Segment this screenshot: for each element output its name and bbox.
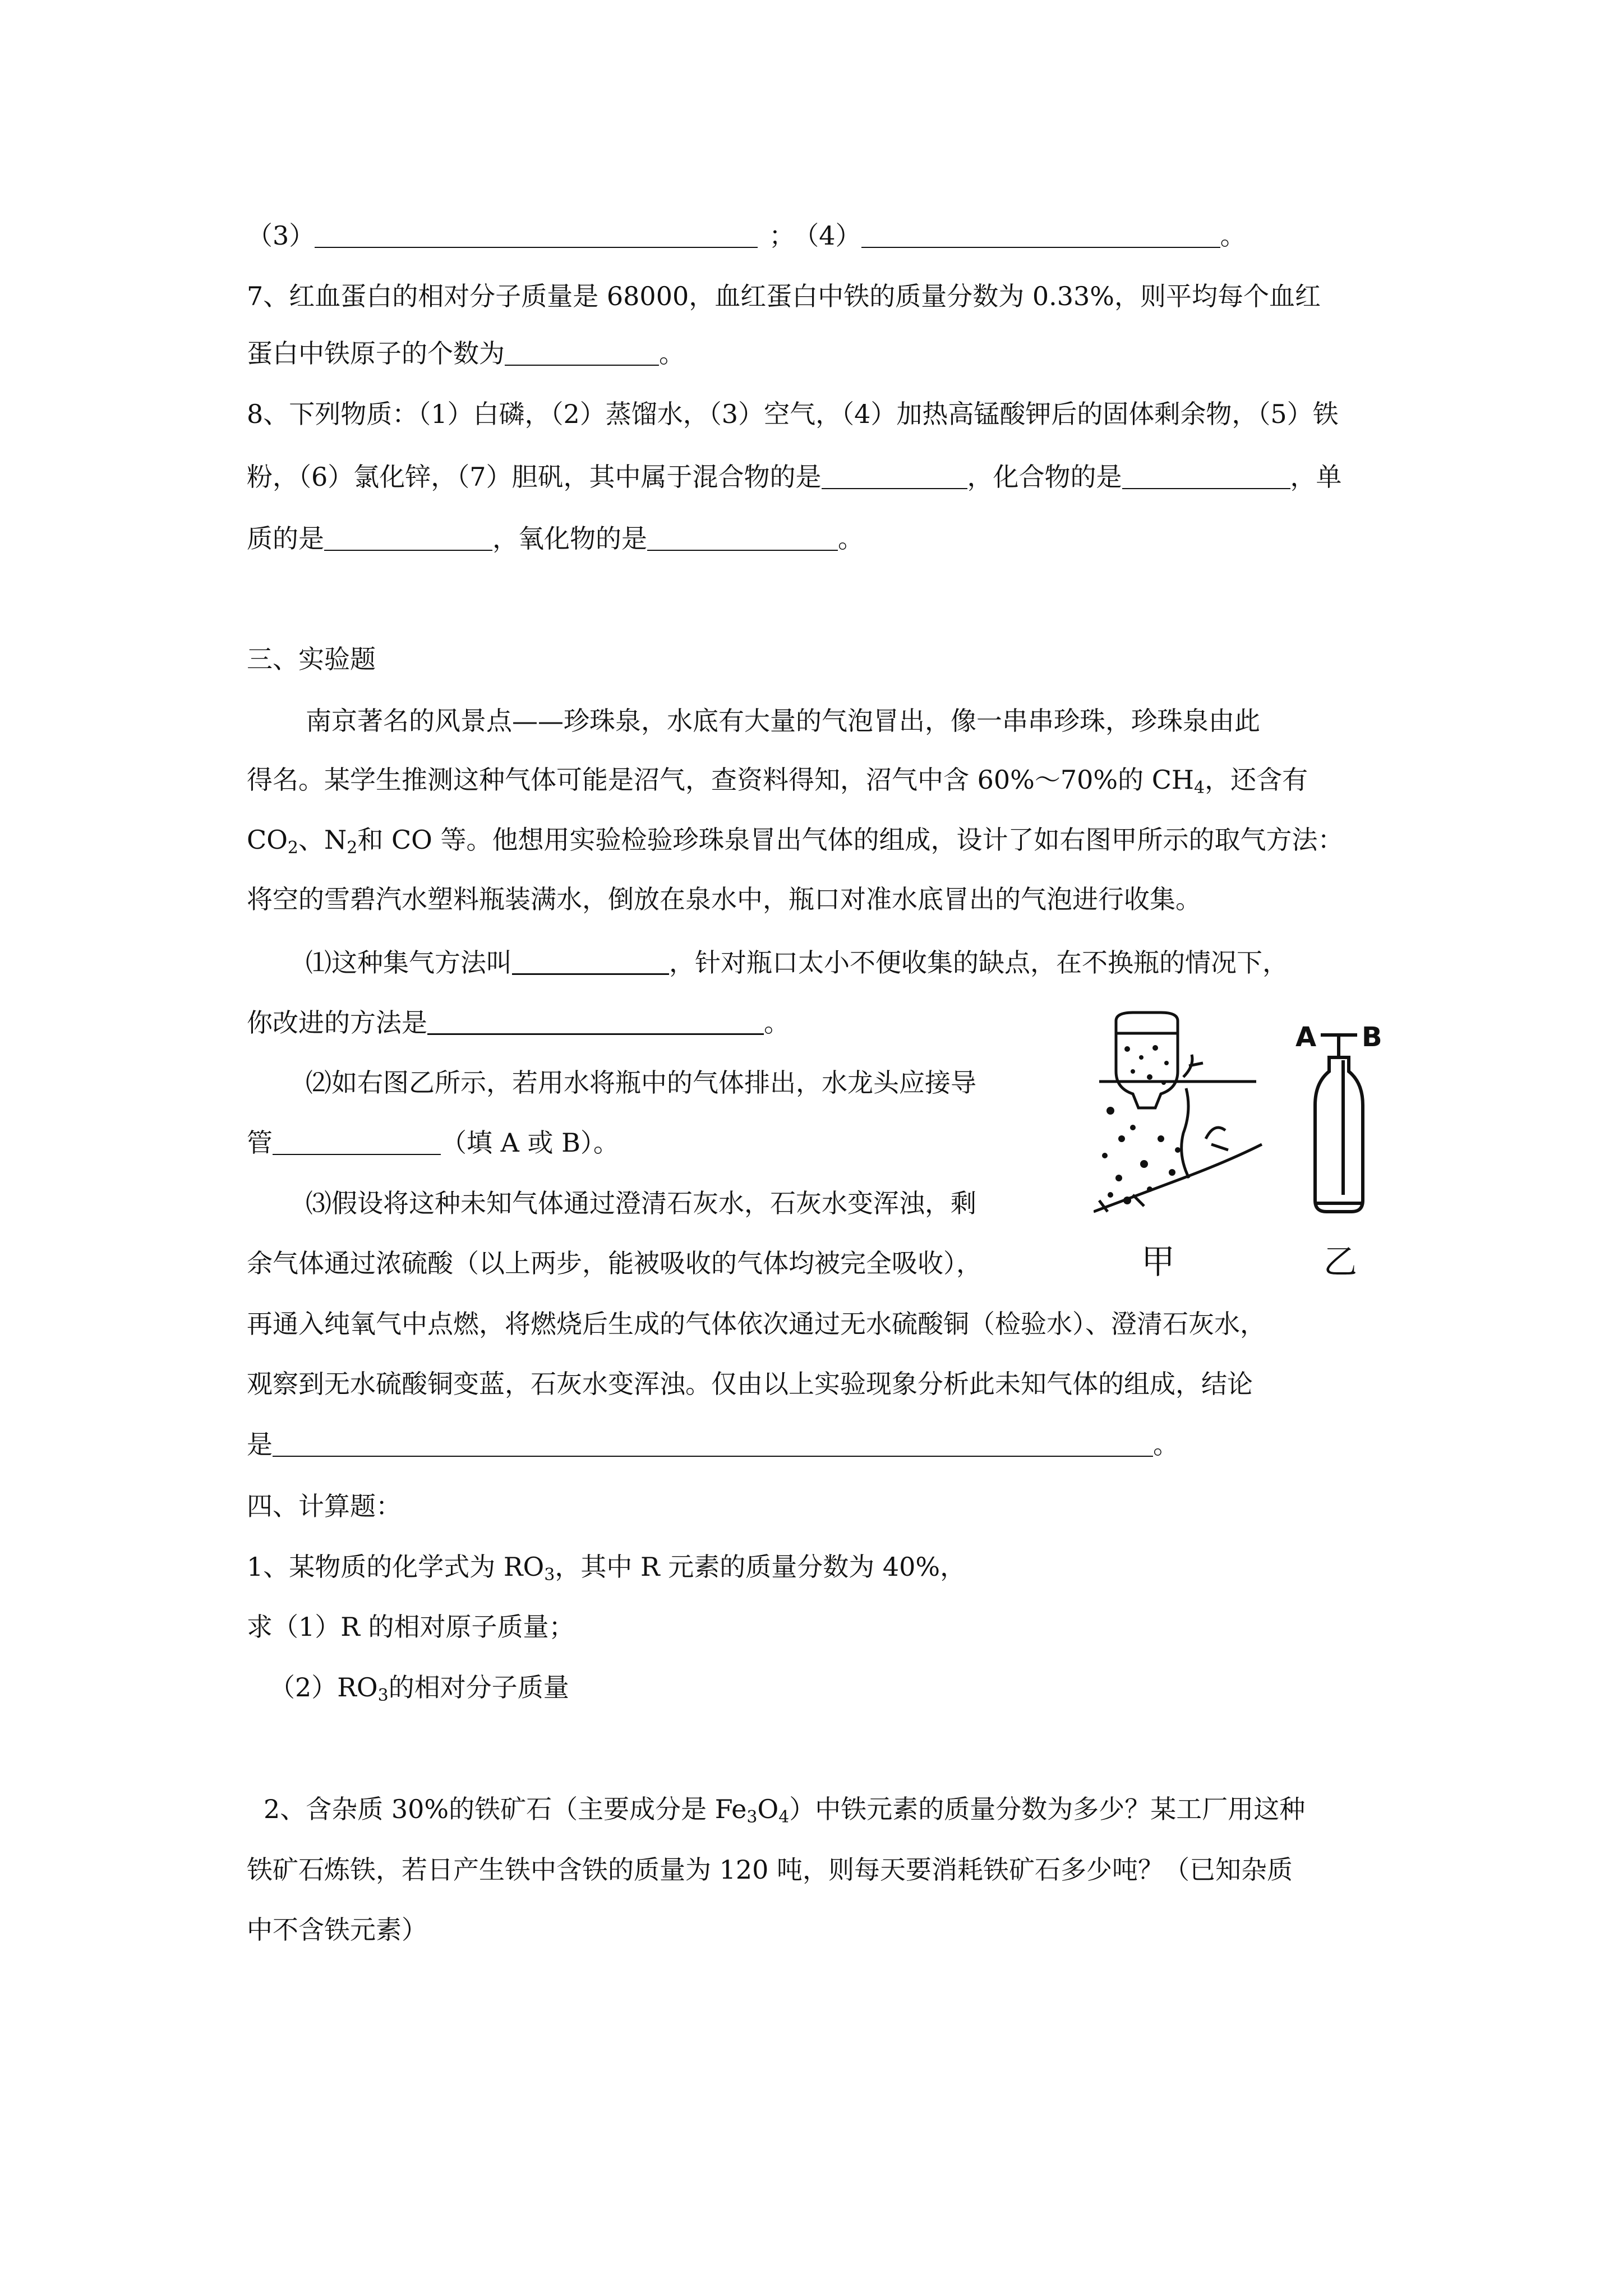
section3-title-text: 三、实验题 <box>247 644 376 674</box>
calc1-line2 <box>247 1610 575 1644</box>
figure-jia-label: 甲 <box>1141 1243 1175 1282</box>
calc2-line3 <box>247 1913 427 1947</box>
q2-text-3: （填 A 或 B）。 <box>441 1128 619 1158</box>
section3-text-2: 得名。某学生推测这种气体可能是沼气，查资料得知，沼气中含 60%～70%的 CH <box>247 765 1195 795</box>
q3-text-2: 余气体通过浓硫酸（以上两步，能被吸收的气体均被完全吸收）， <box>247 1248 982 1278</box>
section3-q3-line1 <box>306 1186 976 1220</box>
calc2-text-o: O <box>757 1794 779 1824</box>
calc1-line3 <box>269 1671 569 1704</box>
section3-q3-line3 <box>247 1307 1266 1341</box>
subscript: 2 <box>347 838 358 858</box>
subscript: 4 <box>1194 778 1205 798</box>
q1-text-2: ，针对瓶口太小不便收集的缺点，在不换瓶的情况下， <box>669 947 1288 978</box>
section3-text-3a: CO <box>247 825 288 855</box>
calc1-part1: 求（1）R 的相对原子质量； <box>247 1612 575 1642</box>
q8-compound-blank[interactable] <box>1122 463 1290 489</box>
q3-text-3: 再通入纯氧气中点燃，将燃烧后生成的气体依次通过无水硫酸铜（检验水）、澄清石灰水， <box>247 1309 1266 1339</box>
section3-q2-line2 <box>247 1126 619 1159</box>
period: 。 <box>838 523 864 554</box>
section3-q3-line4 <box>247 1367 1253 1401</box>
section3-text-1: 南京著名的风景点——珍珠泉，水底有大量的气泡冒出，像一串串珍珠，珍珠泉由此 <box>306 706 1260 736</box>
q3-conclusion-blank[interactable] <box>273 1431 1153 1457</box>
section3-q1-line2 <box>247 1006 790 1039</box>
q8-element-blank[interactable] <box>324 525 492 551</box>
figure-jia-water-dots <box>1102 1045 1181 1204</box>
q3-text-1: ⑶假设将这种未知气体通过澄清石灰水，石灰水变浑浊，剩 <box>306 1188 976 1218</box>
period: 。 <box>1220 220 1246 251</box>
q3-text-5: 是 <box>247 1429 273 1460</box>
calc2-text-2: ）中铁元素的质量分数为多少？某工厂用这种 <box>789 1794 1306 1824</box>
q6-tail-line <box>247 219 1246 252</box>
section3-text-4: 将空的雪碧汽水塑料瓶装满水，倒放在泉水中，瓶口对准水底冒出的气泡进行收集。 <box>247 884 1201 914</box>
q8-text-6: ，氧化物的是 <box>492 523 647 554</box>
calc2-text: 2、含杂质 30%的铁矿石（主要成分是 Fe <box>264 1794 747 1824</box>
separator: ； <box>769 220 795 251</box>
calc1-text-2: ，其中 R 元素的质量分数为 40%， <box>555 1552 966 1582</box>
subscript: 3 <box>377 1686 389 1705</box>
calc1-part2: （2）RO <box>269 1672 378 1703</box>
section3-q3-line2 <box>247 1246 982 1280</box>
section4-title-text: 四、计算题： <box>247 1491 402 1521</box>
subscript: 4 <box>778 1807 790 1827</box>
calc1-line1 <box>247 1550 966 1584</box>
q6-part3-label: （3） <box>247 220 315 251</box>
section3-p1 <box>306 704 1260 738</box>
calc2-line2 <box>247 1853 1293 1887</box>
section3-text-2b: ，还含有 <box>1205 765 1308 795</box>
q8-text: 8、下列物质：（1）白磷，（2）蒸馏水，（3）空气，（4）加热高锰酸钾后的固体剩余物，（5）铁 <box>247 399 1339 429</box>
q6-part4-label: （4） <box>806 220 861 251</box>
section3-q3-line5 <box>247 1428 1179 1461</box>
q8-line-3 <box>247 522 864 555</box>
section3-p4 <box>247 882 1201 916</box>
calc1-text: 1、某物质的化学式为 RO <box>247 1552 545 1582</box>
section3-text-3b: 、N <box>298 825 347 855</box>
figure-yi-label: 乙 <box>1324 1243 1357 1282</box>
q6-answer-blank-4[interactable] <box>861 222 1220 248</box>
q1-text: ⑴这种集气方法叫 <box>306 947 512 978</box>
q7-text-2: 蛋白中铁原子的个数为 <box>247 338 505 369</box>
subscript: 3 <box>544 1565 555 1585</box>
q1-method-blank[interactable] <box>512 949 669 975</box>
section3-q1-line1 <box>306 946 1288 979</box>
q8-line-1 <box>247 397 1339 431</box>
figure-yi-bottle <box>1315 1035 1363 1212</box>
q7-text: 7、红血蛋白的相对分子质量是 68000，血红蛋白中铁的质量分数为 0.33%，则平均每个血红 <box>247 281 1321 311</box>
subscript: 2 <box>287 838 299 858</box>
tube-a-label: A <box>1295 1022 1317 1053</box>
section3-title <box>247 642 376 676</box>
q1-text-3: 你改进的方法是 <box>247 1007 427 1038</box>
q7-answer-blank[interactable] <box>505 340 659 366</box>
q7-line-1 <box>247 279 1321 313</box>
section3-p2 <box>247 763 1308 797</box>
period: 。 <box>764 1007 790 1038</box>
q2-text: ⑵如右图乙所示，若用水将瓶中的气体排出，水龙头应接导 <box>306 1068 976 1098</box>
calc2-text-4: 中不含铁元素） <box>247 1915 427 1945</box>
apparatus-illustration <box>1094 1010 1408 1290</box>
q2-tube-blank[interactable] <box>273 1129 441 1155</box>
calc1-part2-b: 的相对分子质量 <box>388 1672 569 1703</box>
figure-jia-bottle <box>1099 1013 1256 1108</box>
experiment-figure <box>1094 1010 1408 1290</box>
section3-q2-line1 <box>306 1066 976 1099</box>
q7-line-2 <box>247 337 685 370</box>
calc2-text-3: 铁矿石炼铁，若日产生铁中含铁的质量为 120 吨，则每天要消耗铁矿石多少吨？（已知杂质 <box>247 1855 1293 1885</box>
q8-text-2: 粉，（6）氯化锌，（7）胆矾，其中属于混合物的是 <box>247 462 822 492</box>
q8-oxide-blank[interactable] <box>647 525 838 551</box>
subscript: 3 <box>746 1807 758 1827</box>
q3-text-4: 观察到无水硫酸铜变蓝，石灰水变浑浊。仅由以上实验现象分析此未知气体的组成，结论 <box>247 1369 1253 1399</box>
q6-answer-blank-3[interactable] <box>315 222 758 248</box>
calc2-line1 <box>264 1792 1305 1826</box>
tube-b-label: B <box>1362 1022 1382 1053</box>
q1-improve-blank[interactable] <box>427 1009 764 1035</box>
q8-line-2 <box>247 460 1342 494</box>
q2-text-2: 管 <box>247 1128 273 1158</box>
section3-text-3c: 和 CO 等。他想用实验检验珍珠泉冒出气体的组成，设计了如右图甲所示的取气方法： <box>357 825 1344 855</box>
q8-mixture-blank[interactable] <box>822 463 967 489</box>
section3-p3 <box>247 823 1344 857</box>
q8-text-3: ，化合物的是 <box>967 462 1122 492</box>
section4-title <box>247 1489 402 1523</box>
q8-text-5: 质的是 <box>247 523 324 554</box>
period: 。 <box>1153 1429 1179 1460</box>
period: 。 <box>659 338 685 369</box>
q8-text-4: ，单 <box>1290 462 1342 492</box>
